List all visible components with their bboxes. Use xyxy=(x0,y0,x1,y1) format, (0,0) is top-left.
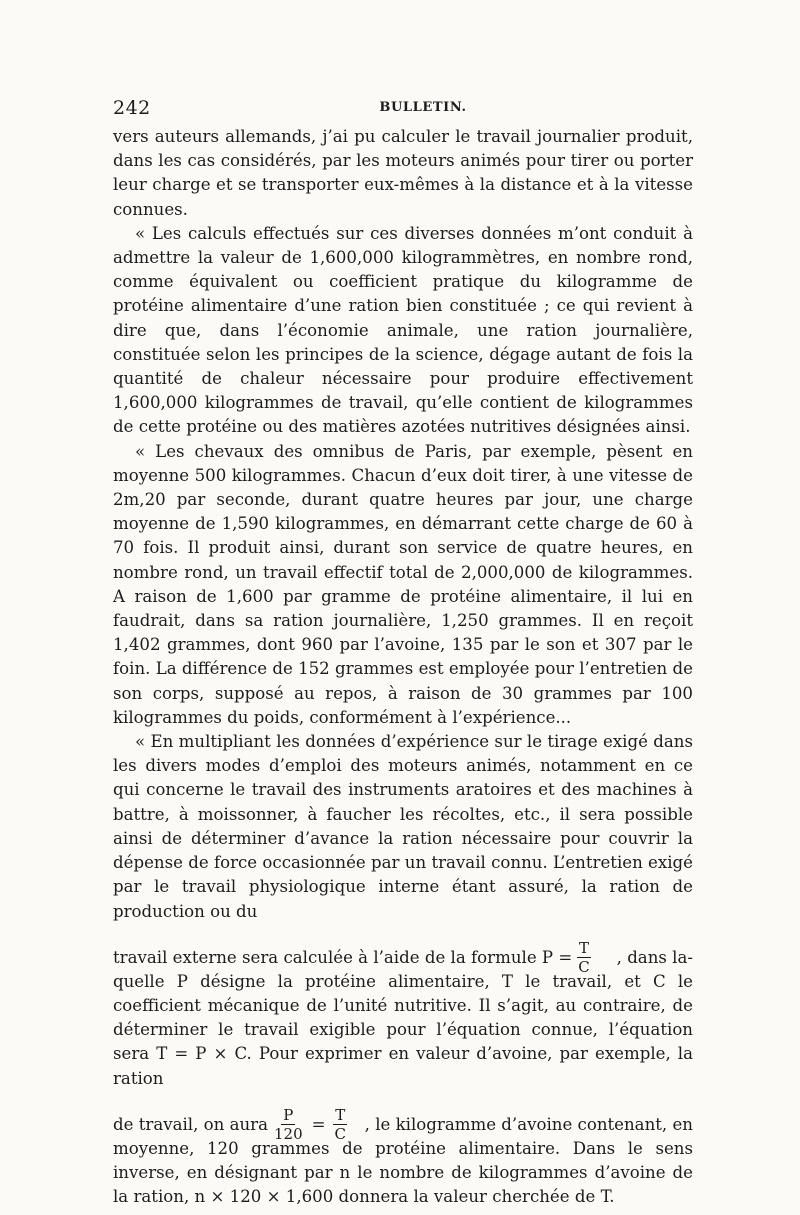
formula-1-fraction xyxy=(576,939,591,976)
paragraph-calculs: « Les calculs effectués sur ces diverses données m’ont conduit à admettre la valeur de 1,600,000 kilogrammètres, en nombre rond, comme équivalent ou coefficient pratique du kilogramme de protéine alimentaire d’une ration bien constituée ; ce qui revient à dire que, dans l’économie animale, une ration journalière, constituée selon les principes de la science, dégage autant de fois la quantité de chaleur nécessaire pour produire effectivement 1,600,000 kilogrammes de travail, qu’elle contient de kilogrammes de cette protéine ou des matières azotées nutritives désignées ainsi. xyxy=(113,223,693,437)
formula-2-numerator-left: P xyxy=(283,1105,294,1124)
paragraph-quelle: quelle P désigne la protéine alimentaire, T le travail, et C le coefficient mécanique de l’unité nutritive. Il s’agit, au contraire, de déterminer le travail exigible pour l’équation connue, l’équation sera T = P × C. Pour exprimer en valeur d’avoine, par exemple, la ration xyxy=(113,971,693,1088)
formula-1-denominator: C xyxy=(578,957,590,976)
running-head xyxy=(113,97,693,123)
formula-2-text-before: de travail, on aura $\frac{P}{120}$ = $\frac{T}{C}$ xyxy=(113,1105,347,1143)
paragraph-multipliant: « En multipliant les données d’expérience sur le tirage exigé dans les divers modes d’emploi des moteurs animés, notamment en ce qui concerne le travail des instruments aratoires et des machines à battre, à moissonner, à faucher les récoltes, etc., il sera possible ainsi de déterminer d’avance la ration nécessaire pour couvrir la dépense de force occasionnée par un travail connu. L’entretien exigé par le travail physiologique interne étant assuré, la ration de production ou du xyxy=(113,732,693,921)
formula-1-numerator: T xyxy=(579,938,590,957)
formula-line-1 xyxy=(113,924,693,976)
formula-2-denominator-right: C xyxy=(334,1124,347,1143)
formula-2-fraction-left xyxy=(272,1106,305,1143)
formula-2-fraction-right xyxy=(333,1106,348,1143)
running-title: BULLETIN. xyxy=(379,100,467,115)
formula-line-2 xyxy=(113,1091,693,1143)
formula-2-equals: = xyxy=(311,1114,326,1134)
formula-2-numerator-right: T xyxy=(335,1105,346,1124)
body-text xyxy=(113,125,693,1209)
page-number: 242 xyxy=(113,97,151,119)
formula-1-text-after: , dans la- xyxy=(616,947,693,967)
formula-2-text-after: , le kilogramme d’avoine contenant, en xyxy=(364,1114,693,1134)
paragraph-chevaux-omnibus: « Les chevaux des omnibus de Paris, par exemple, pèsent en moyenne 500 kilogrammes. Chacun d’eux doit tirer, à une vitesse de 2m,20 par seconde, durant quatre heures par jour, une charge moyenne de 1,590 kilogrammes, en démarrant cette charge de 60 à 70 fois. Il produit ainsi, durant son service de quatre heures, en nombre rond, un travail effectif total de 2,000,000 de kilogrammes. A raison de 1,600 par gramme de protéine alimentaire, il lui en faudrait, dans sa ration journalière, 1,250 grammes. Il en reçoit 1,402 grammes, dont 960 par l’avoine, 135 par le son et 307 par le foin. La différence de 152 grammes est employée pour l’entretien de son corps, supposé au repos, à raison de 30 grammes par 100 kilogrammes du poids, conformément à l’expérience... xyxy=(113,441,693,727)
paragraph-formules xyxy=(113,730,693,1209)
formula-2-denominator-left: 120 xyxy=(274,1124,303,1143)
paragraph-continuation: vers auteurs allemands, j’ai pu calculer le travail journalier produit, dans les cas considérés, par les moteurs animés pour tirer ou porter leur charge et se transporter eux-mêmes à la distance et à la vitesse connues. xyxy=(113,127,693,219)
paragraph-moyenne: moyenne, 120 grammes de protéine alimentaire. Dans le sens inverse, en désignant par n le nombre de kilogrammes d’avoine de la ration, n × 120 × 1,600 donnera la valeur cherchée de T. xyxy=(113,1138,693,1207)
formula-1-text-before: travail externe sera calculée à l’aide de la formule P = $\frac{T}{C}$ xyxy=(113,938,590,976)
